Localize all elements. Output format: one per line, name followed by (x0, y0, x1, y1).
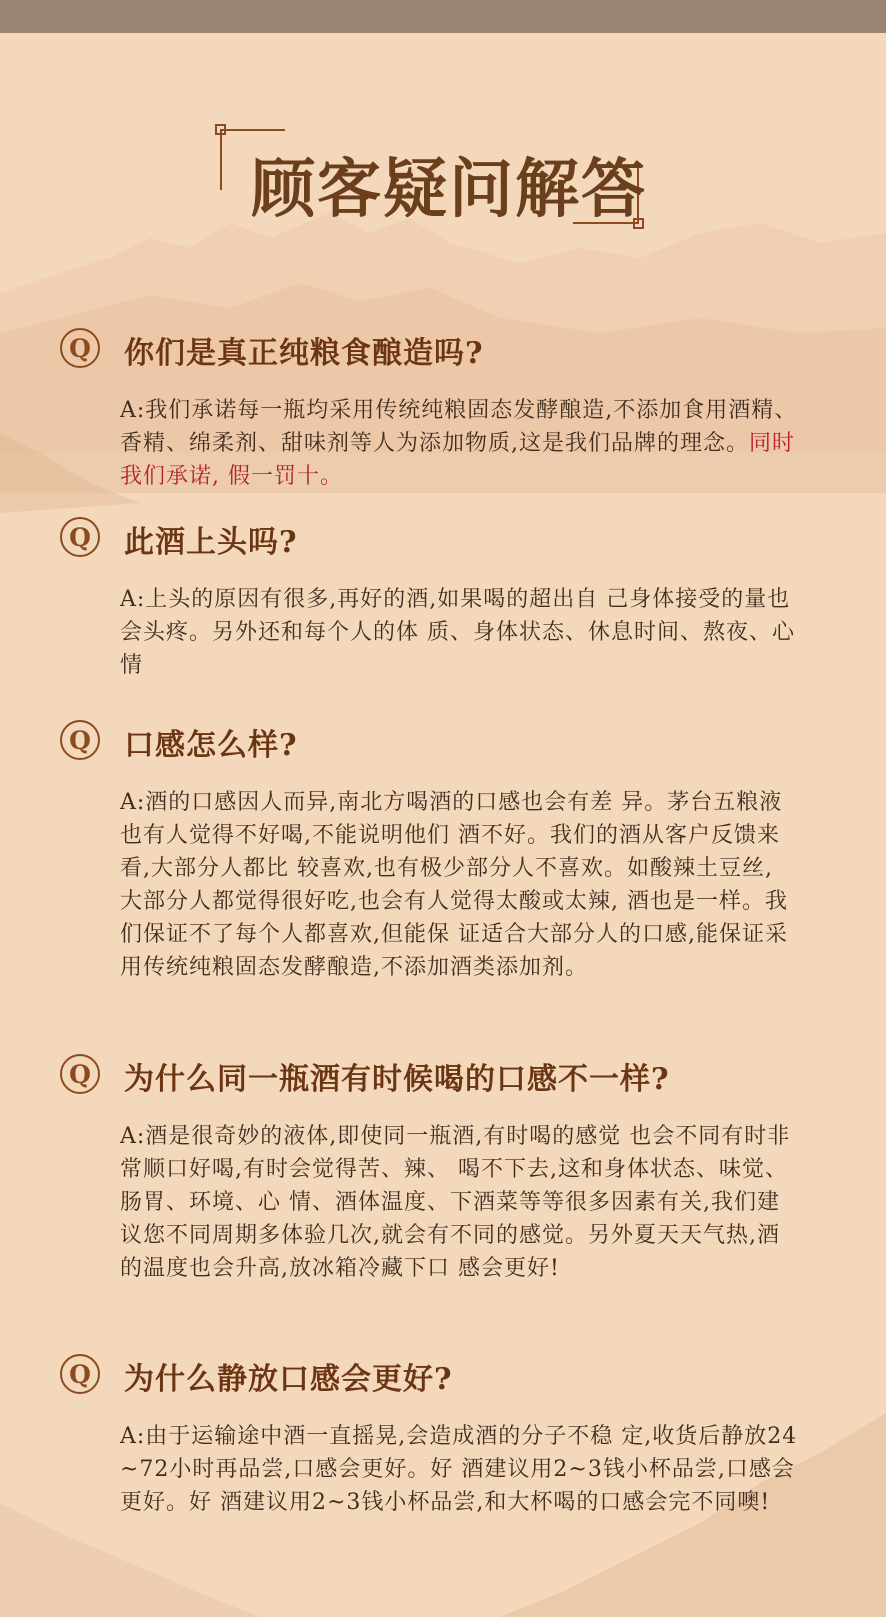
page-title: 顾客疑问解答 (251, 152, 647, 227)
faq-item (60, 515, 840, 682)
answer-text: A:酒的口感因人而异,南北方喝酒的口感也会有差 异。茅台五粮液也有人觉得不好喝,不能说明他们 酒不好。我们的酒从客户反馈来看,大部分人都比 较喜欢,也有极少部分人不喜欢。如酸辣土豆丝, 大部分人都觉得很好吃,也会有人觉得太酸或太辣, 酒也是一样。我们保证不了每个人都喜欢,但能保 证适合大部分人的口感,能保证采用传统纯粮固态发酵酿造,不添加酒类添加剂。 (120, 790, 788, 980)
question-badge-icon: Q (60, 328, 100, 368)
title-frame (213, 120, 673, 235)
answer-text: A:酒是很奇妙的液体,即使同一瓶酒,有时喝的感觉 也会不同有时非常顺口好喝,有时会觉得苦、辣、 喝不下去,这和身体状态、味觉、肠胃、环境、心 情、酒体温度、下酒菜等等很多因素有关,我们建 议您不同周期多体验几次,就会有不同的感觉。另外夏天天气热,酒的温度也会升高,放冰箱冷藏下口 感会更好! (120, 1124, 791, 1281)
answer-text: A:我们承诺每一瓶均采用传统纯粮固态发酵酿造,不添加食用酒精、香精、绵柔剂、甜味剂等人为添加物质,这是我们品牌的理念。同时我们承诺, 假一罚十。 (120, 398, 798, 489)
question-text: 你们是真正纯粮食酿造吗? (124, 336, 484, 371)
faq-item (60, 1352, 840, 1519)
question-badge-icon: Q (60, 517, 100, 557)
question-text: 为什么同一瓶酒有时候喝的口感不一样? (124, 1062, 670, 1097)
faq-item (60, 718, 840, 984)
answer-text: A:上头的原因有很多,再好的酒,如果喝的超出自 己身体接受的量也会头疼。另外还和每个人的体 质、身体状态、休息时间、熬夜、心情 (120, 587, 795, 678)
question-text: 为什么静放口感会更好? (124, 1362, 453, 1397)
top-bar (0, 0, 886, 33)
question-badge-icon: Q (60, 1354, 100, 1394)
answer-text: A:由于运输途中酒一直摇晃,会造成酒的分子不稳 定,收货后静放24~72小时再品尝,口感会更好。好 酒建议用2~3钱小杯品尝,口感会更好。好 酒建议用2~3钱小杯品尝,和大杯喝的口感会完不同噢! (120, 1424, 798, 1515)
faq-item (60, 326, 840, 493)
faq-item (60, 1052, 840, 1285)
question-text: 此酒上头吗? (124, 525, 298, 560)
question-badge-icon: Q (60, 720, 100, 760)
question-badge-icon: Q (60, 1054, 100, 1094)
question-text: 口感怎么样? (124, 728, 298, 763)
promise-highlight: 同时我们承诺, 假一罚十。 (120, 431, 796, 489)
